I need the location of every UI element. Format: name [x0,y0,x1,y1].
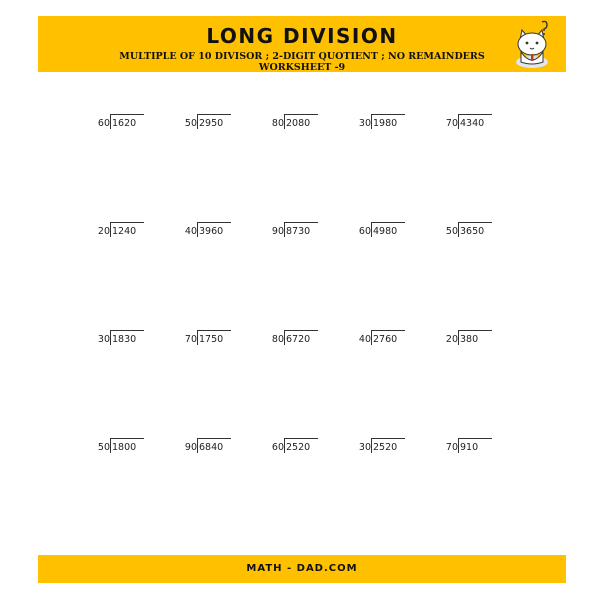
divisor: 70 [445,442,458,453]
division-bar [197,222,231,223]
division-problem [351,218,411,240]
division-bar [371,222,405,223]
division-problem [177,218,237,240]
dividend: 910 [460,442,479,453]
division-problem [438,218,498,240]
worksheet-footer [38,555,566,583]
division-bar [197,114,231,115]
divisor: 20 [445,334,458,345]
divisor: 40 [184,226,197,237]
division-problem [177,110,237,132]
division-problem [351,110,411,132]
division-problem [264,434,324,456]
dividend: 1240 [112,226,137,237]
dividend: 2760 [373,334,398,345]
divisor: 30 [358,442,371,453]
division-bar [371,438,405,439]
divisor: 60 [271,442,284,453]
division-bar [284,114,318,115]
division-bar [371,114,405,115]
dividend: 1830 [112,334,137,345]
divisor: 50 [97,442,110,453]
division-problem [264,326,324,348]
worksheet-header [38,16,566,72]
division-bar [458,438,492,439]
dividend: 2520 [286,442,311,453]
division-problem [90,326,150,348]
division-bar [284,330,318,331]
subtitle-line-1: MULTIPLE OF 10 DIVISOR ; 2-DIGIT QUOTIENT ; NO REMAINDERS [119,51,485,62]
division-problem [351,326,411,348]
dividend: 3960 [199,226,224,237]
division-problem [264,218,324,240]
division-bar [110,330,144,331]
division-bar [110,438,144,439]
dividend: 2950 [199,118,224,129]
divisor: 70 [184,334,197,345]
division-problem [438,110,498,132]
dividend: 6840 [199,442,224,453]
worksheet-title: LONG DIVISION [206,24,398,48]
divisor: 20 [97,226,110,237]
dividend: 2520 [373,442,398,453]
dividend: 1620 [112,118,137,129]
division-bar [197,438,231,439]
division-problem [90,218,150,240]
divisor: 60 [97,118,110,129]
dividend: 380 [460,334,479,345]
dividend: 8730 [286,226,311,237]
division-bar [284,222,318,223]
division-bar [197,330,231,331]
dividend: 3650 [460,226,485,237]
division-bar [110,114,144,115]
division-bar [458,330,492,331]
divisor: 90 [271,226,284,237]
dividend: 6720 [286,334,311,345]
division-bar [110,222,144,223]
division-problem [90,110,150,132]
divisor: 70 [445,118,458,129]
divisor: 30 [358,118,371,129]
divisor: 50 [184,118,197,129]
division-bar [371,330,405,331]
subtitle-line-2: WORKSHEET -9 [258,62,346,73]
cat-mascot-icon [506,18,558,70]
divisor: 90 [184,442,197,453]
division-problem [264,110,324,132]
divisor: 40 [358,334,371,345]
dividend: 4340 [460,118,485,129]
division-problem [438,434,498,456]
divisor: 60 [358,226,371,237]
division-problem [177,326,237,348]
divisor: 50 [445,226,458,237]
worksheet-subtitle [38,51,566,73]
division-problem [177,434,237,456]
dividend: 1800 [112,442,137,453]
dividend: 2080 [286,118,311,129]
division-bar [458,222,492,223]
division-problem [351,434,411,456]
divisor: 80 [271,334,284,345]
dividend: 1980 [373,118,398,129]
divisor: 80 [271,118,284,129]
dividend: 4980 [373,226,398,237]
division-bar [284,438,318,439]
divisor: 30 [97,334,110,345]
division-problem [90,434,150,456]
division-problem [438,326,498,348]
dividend: 1750 [199,334,224,345]
division-bar [458,114,492,115]
footer-site-name: MATH - DAD.COM [246,563,358,574]
